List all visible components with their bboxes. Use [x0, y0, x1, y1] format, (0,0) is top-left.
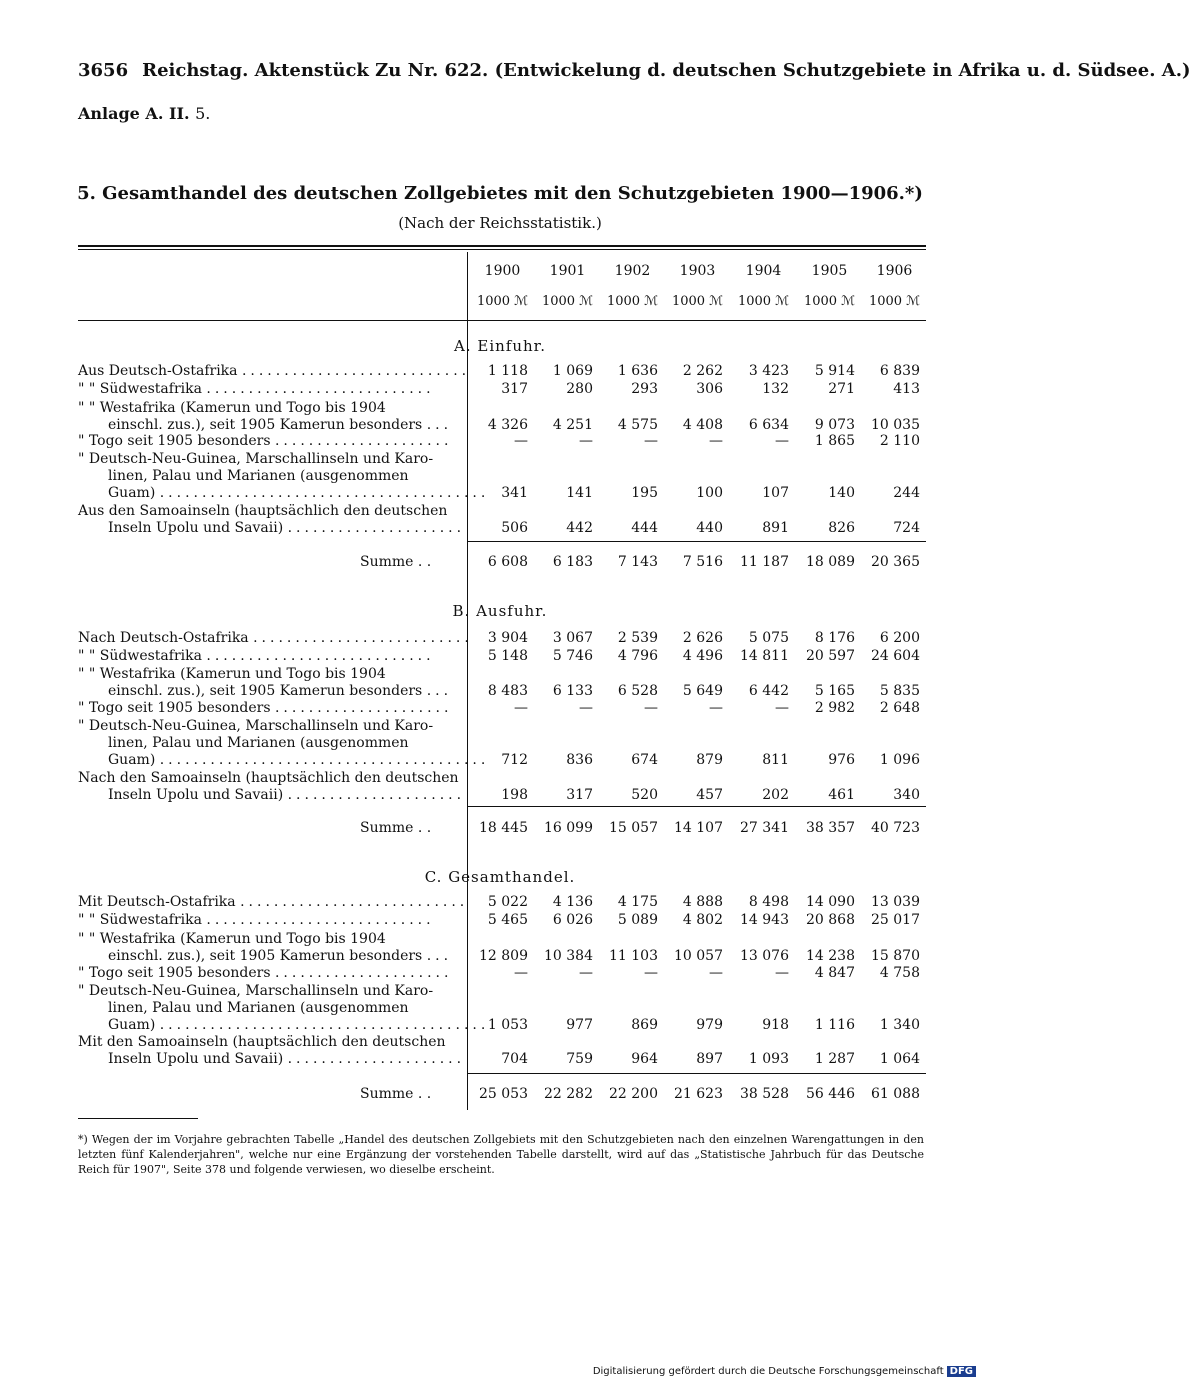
- running-title: Reichstag. Aktenstück Zu Nr. 622. (Entwickelung d. deutschen Schutzgebiete in Afrika u. d. Südsee. A.): [142, 60, 1191, 81]
- cell-value: 4 326: [487, 417, 528, 433]
- cell-value: 976: [828, 752, 855, 768]
- cell-value: 4 408: [682, 417, 723, 433]
- leader-dots: .......................................: [159, 485, 490, 501]
- cell-value: 5 465: [487, 912, 528, 928]
- cell-value: 5 022: [487, 894, 528, 910]
- leader-dots: .....................: [287, 787, 466, 803]
- unit-1902: 1000 ℳ: [606, 294, 659, 309]
- row-label: einschl. zus.), seit 1905 Kamerun besonders ...: [108, 948, 453, 964]
- cell-value: —: [579, 433, 593, 449]
- cell-value: 4 796: [617, 648, 658, 664]
- cell-value: 891: [762, 520, 789, 536]
- cell-value: 306: [696, 381, 723, 397]
- row-label: " Togo seit 1905 besonders .....................: [78, 433, 453, 449]
- leader-dots: .......................................: [159, 1017, 490, 1033]
- row-label: Inseln Upolu und Savaii) .....................: [108, 1051, 466, 1067]
- cell-value: 2 262: [682, 363, 723, 379]
- cell-value: 4 175: [617, 894, 658, 910]
- cell-value: 25 017: [871, 912, 920, 928]
- cell-value: 6 133: [552, 683, 593, 699]
- cell-value: —: [775, 433, 789, 449]
- cell-value: 24 604: [871, 648, 920, 664]
- row-label: linen, Palau und Marianen (ausgenommen: [108, 1000, 409, 1016]
- unit-1903: 1000 ℳ: [671, 294, 724, 309]
- unit-1905: 1000 ℳ: [803, 294, 856, 309]
- cell-value: 8 176: [814, 630, 855, 646]
- leader-dots: ...........................: [206, 381, 435, 397]
- cell-value: 15 870: [871, 948, 920, 964]
- cell-value: 195: [631, 485, 658, 501]
- cell-value: 3 904: [487, 630, 528, 646]
- cell-value: —: [644, 965, 658, 981]
- cell-value: —: [709, 965, 723, 981]
- sum-value: 25 053: [479, 1086, 528, 1102]
- cell-value: 5 075: [748, 630, 789, 646]
- cell-value: 811: [762, 752, 789, 768]
- unit-1901: 1000 ℳ: [541, 294, 594, 309]
- cell-value: 4 758: [879, 965, 920, 981]
- cell-value: 2 648: [879, 700, 920, 716]
- table-title: 5. Gesamthandel des deutschen Zollgebietes mit den Schutzgebieten 1900—1906.*): [77, 183, 923, 204]
- section-heading: B. Ausfuhr.: [452, 602, 548, 620]
- cell-value: 1 865: [814, 433, 855, 449]
- cell-value: 340: [893, 787, 920, 803]
- cell-value: 14 943: [740, 912, 789, 928]
- cell-value: 5 746: [552, 648, 593, 664]
- cell-value: 1 093: [748, 1051, 789, 1067]
- digitization-credit: [593, 1366, 976, 1377]
- row-label: Guam) .......................................: [108, 1017, 490, 1033]
- cell-value: 10 384: [544, 948, 593, 964]
- cell-value: 4 251: [552, 417, 593, 433]
- cell-value: —: [775, 700, 789, 716]
- unit-1900: 1000 ℳ: [476, 294, 529, 309]
- cell-value: 979: [696, 1017, 723, 1033]
- leader-dots: .....................: [287, 520, 466, 536]
- cell-value: 1 340: [879, 1017, 920, 1033]
- cell-value: 413: [893, 381, 920, 397]
- sum-value: 22 282: [544, 1086, 593, 1102]
- sum-value: 6 183: [552, 554, 593, 570]
- cell-value: 280: [566, 381, 593, 397]
- sum-value: 7 516: [682, 554, 723, 570]
- sum-value: 27 341: [740, 820, 789, 836]
- cell-value: 341: [501, 485, 528, 501]
- row-label: einschl. zus.), seit 1905 Kamerun besonders ...: [108, 417, 453, 433]
- sum-value: 11 187: [740, 554, 789, 570]
- cell-value: 317: [501, 381, 528, 397]
- cell-value: 6 839: [879, 363, 920, 379]
- leader-dots: ...: [426, 948, 453, 964]
- cell-value: 674: [631, 752, 658, 768]
- cell-value: 11 103: [609, 948, 658, 964]
- cell-value: 964: [631, 1051, 658, 1067]
- cell-value: 712: [501, 752, 528, 768]
- cell-value: 293: [631, 381, 658, 397]
- cell-value: —: [514, 965, 528, 981]
- cell-value: 141: [566, 485, 593, 501]
- cell-value: 9 073: [814, 417, 855, 433]
- leader-dots: .....................: [287, 1051, 466, 1067]
- cell-value: 6 528: [617, 683, 658, 699]
- leader-dots: .....................: [274, 433, 453, 449]
- row-label: " " Westafrika (Kamerun und Togo bis 1904: [78, 666, 386, 682]
- cell-value: 704: [501, 1051, 528, 1067]
- sum-value: 21 623: [674, 1086, 723, 1102]
- cell-value: 918: [762, 1017, 789, 1033]
- cell-value: 6 442: [748, 683, 789, 699]
- cell-value: 1 096: [879, 752, 920, 768]
- cell-value: 897: [696, 1051, 723, 1067]
- row-label: " " Westafrika (Kamerun und Togo bis 1904: [78, 931, 386, 947]
- anlage-label: [78, 104, 210, 123]
- cell-value: 879: [696, 752, 723, 768]
- cell-value: 1 636: [617, 363, 658, 379]
- row-label: " Deutsch-Neu-Guinea, Marschallinseln und Karo-: [78, 451, 434, 467]
- sum-value: 40 723: [871, 820, 920, 836]
- cell-value: 444: [631, 520, 658, 536]
- cell-value: 759: [566, 1051, 593, 1067]
- cell-value: —: [775, 965, 789, 981]
- cell-value: 271: [828, 381, 855, 397]
- cell-value: 724: [893, 520, 920, 536]
- row-label: Mit Deutsch-Ostafrika ...........................: [78, 894, 469, 910]
- leader-dots: .....................: [274, 965, 453, 981]
- cell-value: —: [644, 433, 658, 449]
- cell-value: 14 238: [806, 948, 855, 964]
- anlage-number: 5.: [195, 104, 211, 123]
- cell-value: 4 802: [682, 912, 723, 928]
- table-subtitle: (Nach der Reichsstatistik.): [398, 214, 602, 232]
- sum-value: 18 089: [806, 554, 855, 570]
- cell-value: 4 575: [617, 417, 658, 433]
- cell-value: 4 136: [552, 894, 593, 910]
- cell-value: 442: [566, 520, 593, 536]
- row-label: linen, Palau und Marianen (ausgenommen: [108, 468, 409, 484]
- cell-value: 198: [501, 787, 528, 803]
- cell-value: 5 148: [487, 648, 528, 664]
- cell-value: 8 483: [487, 683, 528, 699]
- cell-value: 5 835: [879, 683, 920, 699]
- section-heading: A. Einfuhr.: [454, 337, 546, 355]
- cell-value: 977: [566, 1017, 593, 1033]
- cell-value: 13 039: [871, 894, 920, 910]
- year-1903: 1903: [679, 263, 716, 279]
- leader-dots: .......................................: [159, 752, 490, 768]
- cell-value: 1 064: [879, 1051, 920, 1067]
- sum-value: 20 365: [871, 554, 920, 570]
- year-1905: 1905: [811, 263, 848, 279]
- leader-dots: ...: [426, 683, 453, 699]
- sum-label: Summe . .: [360, 820, 432, 836]
- section-heading: C. Gesamthandel.: [424, 868, 576, 886]
- year-1902: 1902: [614, 263, 651, 279]
- cell-value: 13 076: [740, 948, 789, 964]
- row-label: " Deutsch-Neu-Guinea, Marschallinseln und Karo-: [78, 983, 434, 999]
- table-top-rule-thin: [78, 249, 926, 250]
- cell-value: —: [709, 700, 723, 716]
- row-label: " " Südwestafrika ...........................: [78, 381, 435, 397]
- row-label: Mit den Samoainseln (hauptsächlich den deutschen: [78, 1034, 446, 1050]
- sum-value: 38 528: [740, 1086, 789, 1102]
- digitization-note: Digitalisierung gefördert durch die Deutsche Forschungsgemeinschaft: [592, 1366, 944, 1377]
- cell-value: 1 118: [487, 363, 528, 379]
- sum-value: 6 608: [487, 554, 528, 570]
- sum-value: 61 088: [871, 1086, 920, 1102]
- sum-rule: [468, 806, 926, 807]
- cell-value: 317: [566, 787, 593, 803]
- cell-value: —: [644, 700, 658, 716]
- cell-value: 5 649: [682, 683, 723, 699]
- cell-value: 1 053: [487, 1017, 528, 1033]
- sum-value: 22 200: [609, 1086, 658, 1102]
- row-label: " " Westafrika (Kamerun und Togo bis 1904: [78, 400, 386, 416]
- year-1906: 1906: [876, 263, 913, 279]
- cell-value: 6 634: [748, 417, 789, 433]
- cell-value: 836: [566, 752, 593, 768]
- cell-value: 10 057: [674, 948, 723, 964]
- dfg-logo: DFG: [947, 1366, 976, 1377]
- cell-value: 3 423: [748, 363, 789, 379]
- cell-value: 244: [893, 485, 920, 501]
- unit-1904: 1000 ℳ: [737, 294, 790, 309]
- sum-label: Summe . .: [360, 554, 432, 570]
- leader-dots: ..........................: [253, 630, 473, 646]
- row-label: " " Südwestafrika ...........................: [78, 912, 435, 928]
- row-label: " Togo seit 1905 besonders .....................: [78, 700, 453, 716]
- cell-value: 5 089: [617, 912, 658, 928]
- cell-value: 826: [828, 520, 855, 536]
- cell-value: —: [709, 433, 723, 449]
- sum-label: Summe . .: [360, 1086, 432, 1102]
- cell-value: 457: [696, 787, 723, 803]
- cell-value: —: [514, 433, 528, 449]
- row-label: Nach Deutsch-Ostafrika ..........................: [78, 630, 473, 646]
- cell-value: 4 496: [682, 648, 723, 664]
- cell-value: 4 847: [814, 965, 855, 981]
- leader-dots: ...........................: [206, 912, 435, 928]
- cell-value: 869: [631, 1017, 658, 1033]
- cell-value: 4 888: [682, 894, 723, 910]
- sum-value: 14 107: [674, 820, 723, 836]
- row-label: " Togo seit 1905 besonders .....................: [78, 965, 453, 981]
- cell-value: 14 811: [740, 648, 789, 664]
- row-label: Nach den Samoainseln (hauptsächlich den deutschen: [78, 770, 459, 786]
- row-label: Guam) .......................................: [108, 485, 490, 501]
- sum-rule: [468, 1073, 926, 1074]
- year-1904: 1904: [745, 263, 782, 279]
- cell-value: 14 090: [806, 894, 855, 910]
- sum-value: 16 099: [544, 820, 593, 836]
- sum-value: 18 445: [479, 820, 528, 836]
- leader-dots: .....................: [274, 700, 453, 716]
- cell-value: 10 035: [871, 417, 920, 433]
- cell-value: 140: [828, 485, 855, 501]
- leader-dots: ...........................: [206, 648, 435, 664]
- row-label: linen, Palau und Marianen (ausgenommen: [108, 735, 409, 751]
- cell-value: 3 067: [552, 630, 593, 646]
- leader-dots: ...........................: [240, 894, 469, 910]
- cell-value: 1 116: [814, 1017, 855, 1033]
- footnote: *) Wegen der im Vorjahre gebrachten Tabelle „Handel des deutschen Zollgebiets mit den Schutzgebieten nach den einzelnen Warengattungen in den letzten fünf Kalenderjahren", welche nur eine Ergänzung der vorstehenden Tabelle darstellt, wird auf das „Statistische Jahrbuch für das Deutsche Reich für 1907", Seite 378 und folgende verwiesen, wo dieselbe erscheint.: [78, 1133, 924, 1176]
- cell-value: 440: [696, 520, 723, 536]
- unit-1906: 1000 ℳ: [868, 294, 921, 309]
- cell-value: 20 597: [806, 648, 855, 664]
- cell-value: 6 200: [879, 630, 920, 646]
- header-bottom-rule: [78, 320, 926, 321]
- cell-value: 132: [762, 381, 789, 397]
- cell-value: 1 069: [552, 363, 593, 379]
- row-label: " " Südwestafrika ...........................: [78, 648, 435, 664]
- cell-value: 2 110: [879, 433, 920, 449]
- cell-value: 1 287: [814, 1051, 855, 1067]
- row-label: " Deutsch-Neu-Guinea, Marschallinseln und Karo-: [78, 718, 434, 734]
- cell-value: 520: [631, 787, 658, 803]
- leader-dots: ...: [426, 417, 453, 433]
- row-label: einschl. zus.), seit 1905 Kamerun besonders ...: [108, 683, 453, 699]
- year-1901: 1901: [549, 263, 586, 279]
- row-label: Inseln Upolu und Savaii) .....................: [108, 520, 466, 536]
- label-column-divider: [467, 252, 468, 1110]
- cell-value: 5 165: [814, 683, 855, 699]
- cell-value: —: [579, 965, 593, 981]
- table-top-rule: [78, 245, 926, 247]
- cell-value: 8 498: [748, 894, 789, 910]
- row-label: Aus den Samoainseln (hauptsächlich den deutschen: [78, 503, 448, 519]
- page-number: 3656: [78, 60, 129, 81]
- cell-value: 506: [501, 520, 528, 536]
- footnote-rule: [78, 1118, 198, 1119]
- cell-value: 6 026: [552, 912, 593, 928]
- running-header: [78, 60, 1191, 81]
- anlage-text: Anlage A. II.: [78, 104, 190, 123]
- cell-value: —: [579, 700, 593, 716]
- cell-value: 12 809: [479, 948, 528, 964]
- cell-value: —: [514, 700, 528, 716]
- sum-value: 56 446: [806, 1086, 855, 1102]
- cell-value: 461: [828, 787, 855, 803]
- year-1900: 1900: [484, 263, 521, 279]
- cell-value: 2 982: [814, 700, 855, 716]
- cell-value: 107: [762, 485, 789, 501]
- cell-value: 20 868: [806, 912, 855, 928]
- sum-rule: [468, 541, 926, 542]
- row-label: Inseln Upolu und Savaii) .....................: [108, 787, 466, 803]
- cell-value: 5 914: [814, 363, 855, 379]
- sum-value: 15 057: [609, 820, 658, 836]
- sum-value: 7 143: [617, 554, 658, 570]
- leader-dots: ...........................: [241, 363, 471, 379]
- cell-value: 100: [696, 485, 723, 501]
- cell-value: 2 626: [682, 630, 723, 646]
- row-label: Aus Deutsch-Ostafrika ...........................: [78, 363, 471, 379]
- cell-value: 202: [762, 787, 789, 803]
- row-label: Guam) .......................................: [108, 752, 490, 768]
- cell-value: 2 539: [617, 630, 658, 646]
- sum-value: 38 357: [806, 820, 855, 836]
